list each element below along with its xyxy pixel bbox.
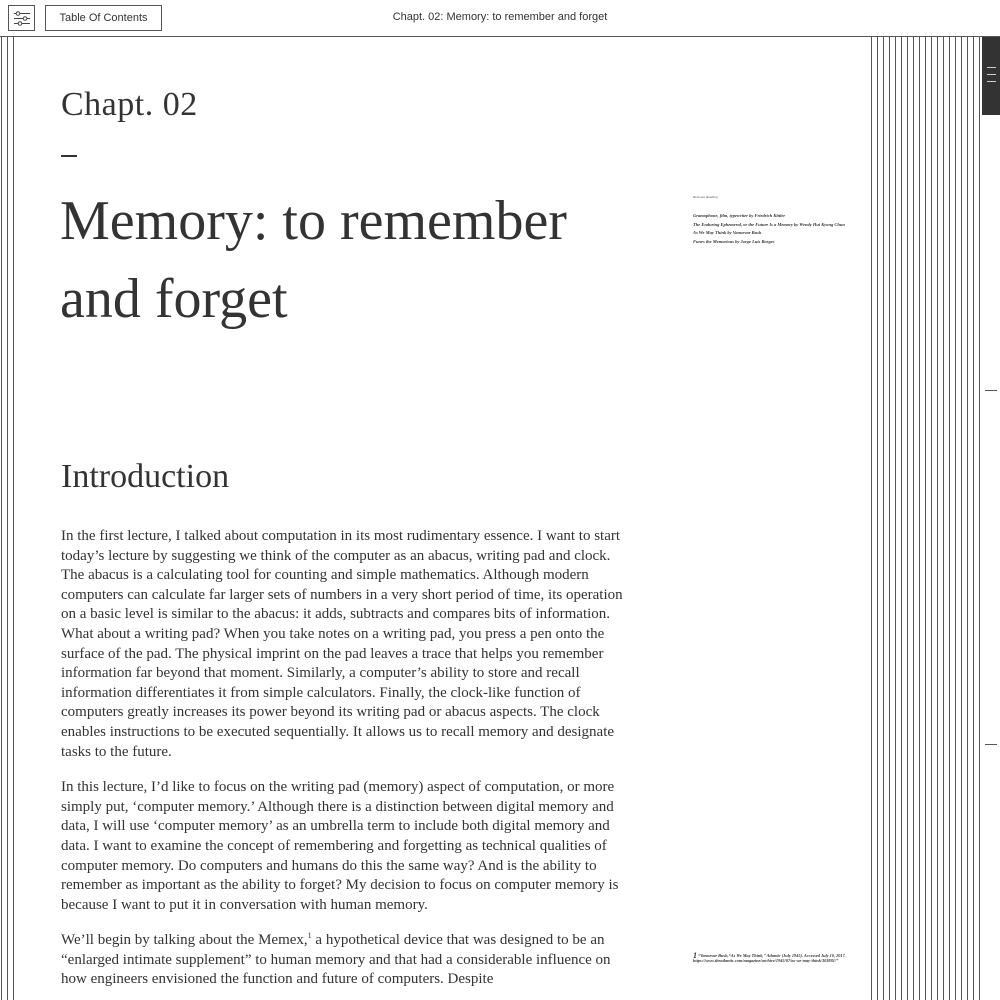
reading-link[interactable]: Gramophone, film, typewriter by Friedrich Kittler <box>693 213 786 218</box>
chapter-label: Chapt. 02 <box>61 86 198 123</box>
footnote-number: 1 <box>693 951 697 960</box>
paragraph: In this lecture, I’d like to focus on the writing pad (memory) aspect of computation, or more simply put, ‘computer memory.’ Although there is a distinction between digital memory and data, I will use ‘computer memory’ as an umbrella term to include both digital memory and data. I want to examine the concept of remembering and forgetting as technical qualities of computer memory. Do computers and humans do this the same way? And is the ability to remember as important as the ability to forget? My decision to focus on computer memory is because I want to put it in conversation with human memory. <box>61 779 619 913</box>
left-page-edge <box>0 37 16 1000</box>
reading-link[interactable]: As We May Think by Vannevar Bush <box>693 230 762 235</box>
chapter-page-stack[interactable] <box>870 37 982 1000</box>
section-heading: Introduction <box>61 458 230 495</box>
footnote-reference[interactable]: 1 <box>307 931 312 941</box>
chapter-divider <box>61 155 77 157</box>
scrollbar-thumb[interactable] <box>982 37 1000 115</box>
footnote <box>693 953 853 963</box>
scroll-marker <box>985 390 997 391</box>
scrollbar[interactable] <box>982 37 1000 1000</box>
chapter-title: Memory: to remember and forget <box>60 190 567 330</box>
paragraph-text: a hypothetical device that was designed to be an “enlarged intimate supplement” to human memory and that had a considerable influence on how engineers envisioned the function and future of computers. Despite <box>61 932 611 988</box>
reading-link[interactable]: The Enduring Ephemeral, or the Future Is a Memory by Wendy Hui Kyong Chun <box>693 221 845 227</box>
reading-link[interactable]: Funes the Memorious by Jorge Luis Borges <box>693 238 775 244</box>
body-text <box>61 527 626 1000</box>
top-bar <box>0 0 1000 37</box>
relevant-reading-sidebar <box>693 195 853 247</box>
page-title: Chapt. 02: Memory: to remember and forget <box>392 11 608 23</box>
footnote-text[interactable]: “Vannevar Bush,“As We May Think,” Atlantic (July 1945). Accessed July 10, 2017. https://www.theatlantic.com/magazine/archive/1945/07/as-we-may-think/303881/” <box>693 953 846 963</box>
scroll-marker <box>985 744 997 745</box>
relevant-reading-title: Relevant Reading <box>693 195 718 199</box>
paragraph-text: We’ll begin by talking about the Memex, <box>61 932 308 949</box>
paragraph <box>61 931 626 990</box>
table-of-contents-button[interactable]: Table Of Contents <box>45 5 162 31</box>
sliders-icon <box>13 10 31 27</box>
paragraph: In the first lecture, I talked about computation in its most rudimentary essence. I want to start today’s lecture by suggesting we think of the computer as an abacus, writing pad and clock. The abacus is a calculating tool for counting and simple mathematics. Although modern computers can calculate far larger sets of numbers in a very short period of time, its operation on a basic level is similar to the abacus: it adds, subtracts and compares bits of information. What about a writing pad? When you take notes on a writing pad, you press a pen onto the surface of the pad. The physical imprint on the pad leaves a trace that helps you remember information far beyond that moment. Similarly, a computer’s ability to store and recall information differentiates it from simple calculators. Finally, the clock-like function of computers greatly increases its power beyond its writing pad or abacus aspects. The clock enables instructions to be executed sequentially. It allows us to recall memory and designate tasks to the future. <box>61 528 623 760</box>
settings-menu-button[interactable] <box>8 5 35 31</box>
